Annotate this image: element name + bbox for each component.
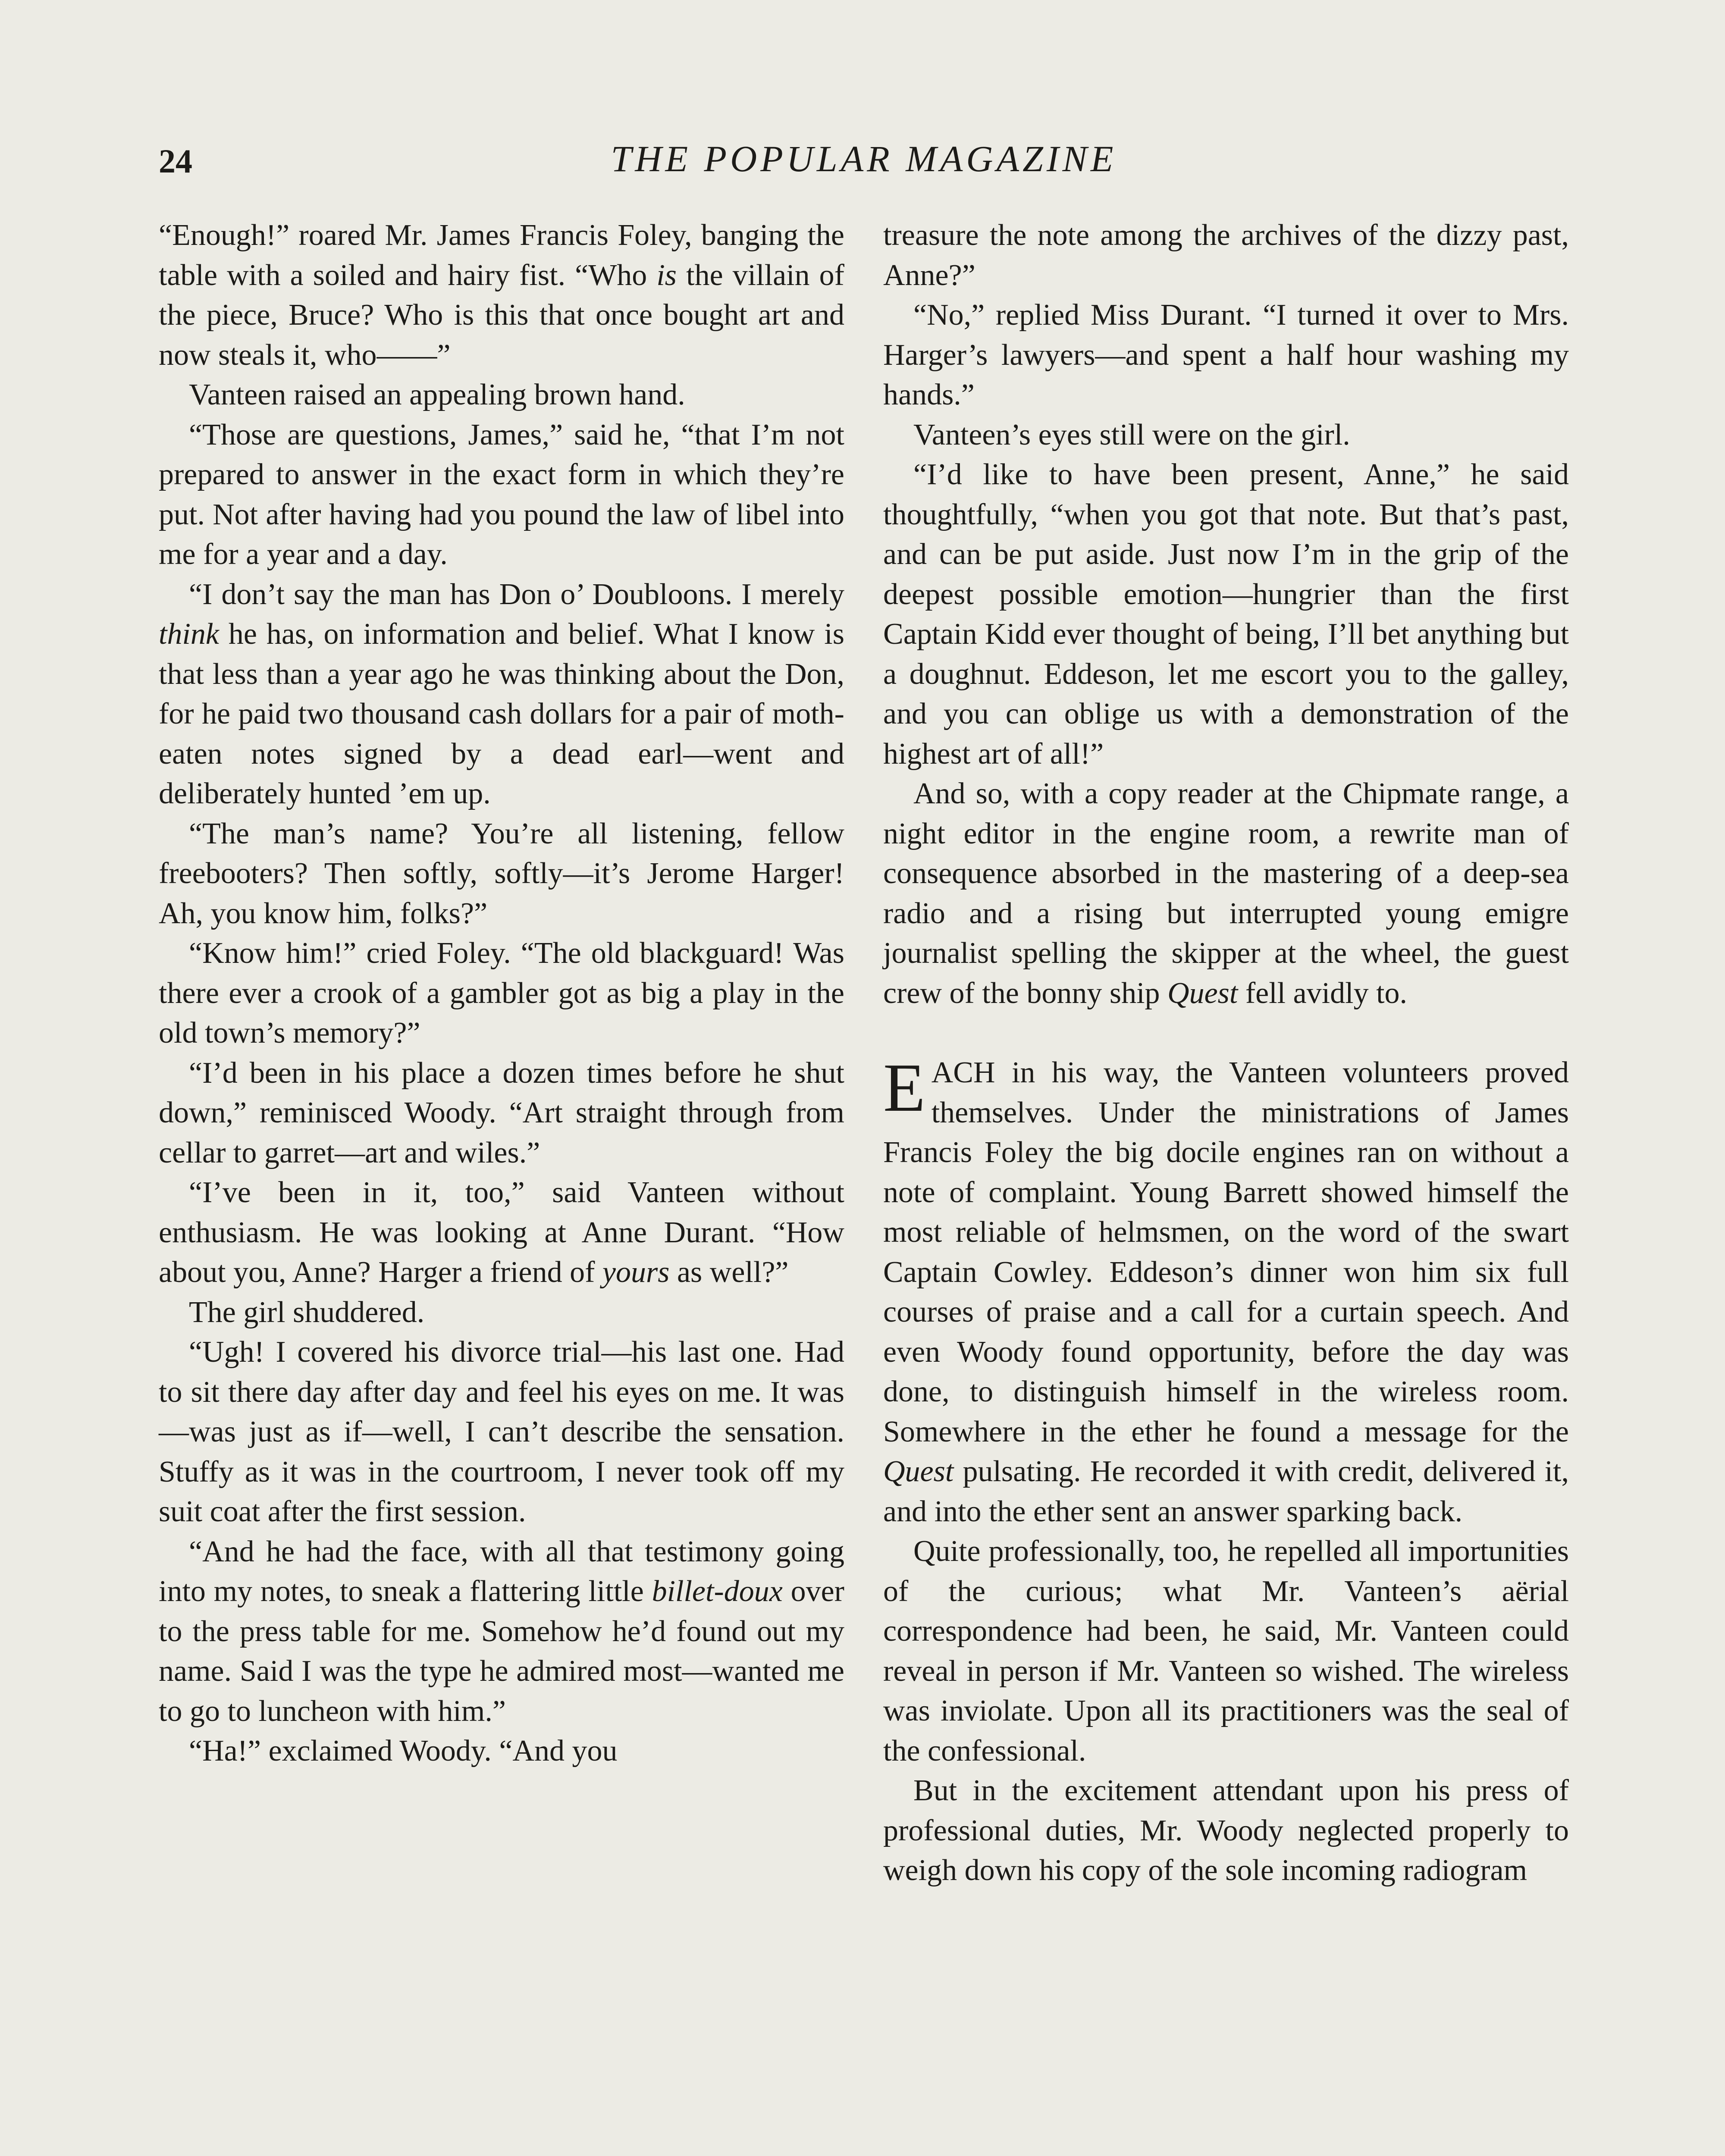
paragraph: Vanteen raised an appealing brown hand. [189,378,685,411]
running-title: THE POPULAR MAGAZINE [611,138,1117,179]
paragraph: And so, with a copy reader at the Chipmate range, a night editor in the engine room, a rewrite man of consequence absorbed in the mastering of a deep-sea radio and a rising but interrupted young emigre journalist spelling the skipper at the wheel, the guest crew of the bonny ship Quest fell avidly to. [883,777,1569,1010]
page-header [159,137,1569,185]
left-column [159,216,844,2156]
drop-cap: E [883,1049,925,1126]
section-start-paragraph: EACH in his way, the Vanteen volunteers proved themselves. Under the ministrations of James Francis Foley the big docile engines ran on without a note of complaint. Young Barrett showed himself the most reliable of helmsmen, on the word of the swart Captain Cowley. Eddeson’s dinner won him six full courses of praise and a call for a curtain speech. And even Woody found opportunity, before the day was done, to distinguish himself in the wireless room. Somewhere in the ether he found a message for the Quest pulsating. He recorded it with credit, delivered it, and into the ether sent an answer sparking back. [883,1049,1569,1528]
paragraph: treasure the note among the archives of the dizzy past, Anne?” [883,219,1569,292]
paragraph: “And he had the face, with all that testimony going into my notes, to sneak a flattering little billet-doux over to the press table for me. Somehow he’d found out my name. Said I was the type he admired most—wanted me to go to luncheon with him.” [159,1535,844,1728]
paragraph: “Those are questions, James,” said he, “that I’m not prepared to answer in the exact form in which they’re put. Not after having had you pound the law of libel into me for a year and a day. [159,418,844,571]
paragraph: “Ugh! I covered his divorce trial—his last one. Had to sit there day after day and feel his eyes on me. It was—was just as if—well, I can’t describe the sensation. Stuffy as it was in the courtroom, I never took off my suit coat after the first session. [159,1335,844,1528]
paragraph: The girl shuddered. [189,1295,425,1329]
paragraph: Quite professionally, too, he repelled all importunities of the curious; what Mr. Vanteen’s aërial correspondence had been, he said, Mr. Vanteen could reveal in person if Mr. Vanteen so wished. The wireless was inviolate. Upon all its practitioners was the seal of the confessional. [883,1535,1569,1767]
paragraph: “No,” replied Miss Durant. “I turned it over to Mrs. Harger’s lawyers—and spent a half hour washing my hands.” [883,298,1569,411]
paragraph: “I’d been in his place a dozen times before he shut down,” reminisced Woody. “Art straight through from cellar to garret—art and wiles.” [159,1056,844,1169]
paragraph: “I’ve been in it, too,” said Vanteen without enthusiasm. He was looking at Anne Durant. “How about you, Anne? Harger a friend of yours as well?” [159,1176,844,1289]
page-number: 24 [159,142,192,180]
paragraph: “I’d like to have been present, Anne,” he said thoughtfully, “when you got that note. But that’s past, and can be put aside. Just now I’m in the grip of the deepest possible emotion—hungrier than the first Captain Kidd ever thought of being, I’ll bet anything but a doughnut. Eddeson, let me escort you to the galley, and you can oblige us with a demonstration of the highest art of all!” [883,458,1569,771]
paragraph: “The man’s name? You’re all listening, fellow freebooters? Then softly, softly—it’s Jerome Harger! Ah, you know him, folks?” [159,817,844,930]
paragraph: But in the excitement attendant upon his press of professional duties, Mr. Woody neglected properly to weigh down his copy of the sole incoming radiogram [883,1774,1569,1887]
right-column [883,216,1569,2156]
paragraph: “Enough!” roared Mr. James Francis Foley, banging the table with a soiled and hairy fist. “Who is the villain of the piece, Bruce? Who is this that once bought art and now steals it, who——” [159,219,844,372]
paragraph: “I don’t say the man has Don o’ Doubloons. I merely think he has, on information and belief. What I know is that less than a year ago he was thinking about the Don, for he paid two thousand cash dollars for a pair of moth-eaten notes signed by a dead earl—went and deliberately hunted ’em up. [159,577,844,810]
paragraph: “Know him!” cried Foley. “The old blackguard! Was there ever a crook of a gambler got as big a play in the old town’s memory?” [159,937,844,1050]
paragraph: Vanteen’s eyes still were on the girl. [913,418,1350,451]
paragraph: “Ha!” exclaimed Woody. “And you [189,1734,618,1767]
